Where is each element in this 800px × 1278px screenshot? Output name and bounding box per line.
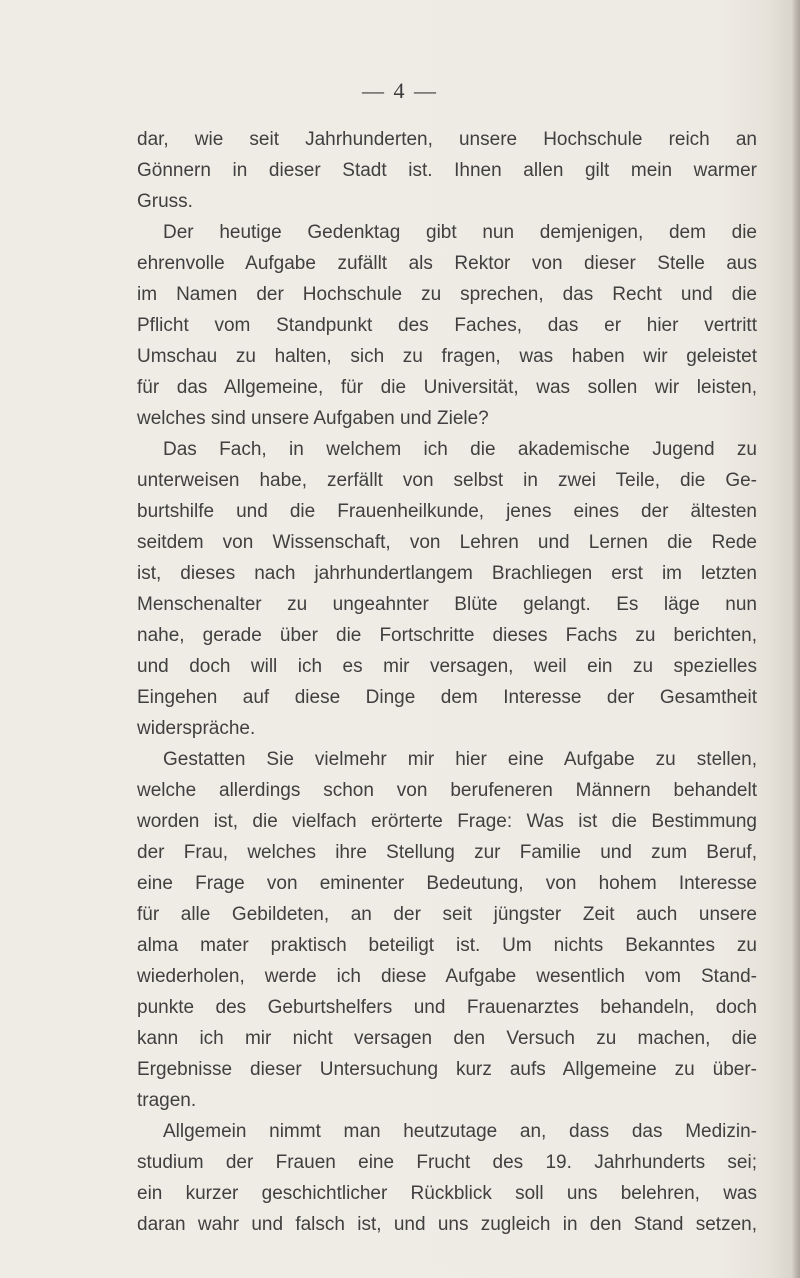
- text-line: Gestatten Sie vielmehr mir hier eine Aufgabe zu stellen,: [163, 749, 757, 770]
- text-line: kann ich mir nicht versagen den Versuch zu machen, die: [137, 1028, 757, 1049]
- text-line: Umschau zu halten, sich zu fragen, was haben wir geleistet: [137, 346, 757, 367]
- text-line: welche allerdings schon von berufeneren Männern behandelt: [137, 780, 757, 801]
- text-line: für das Allgemeine, für die Universität, was sollen wir leisten,: [137, 377, 757, 398]
- text-line: Das Fach, in welchem ich die akademische Jugend zu: [163, 439, 757, 460]
- text-line: für alle Gebildeten, an der seit jüngster Zeit auch unsere: [137, 904, 757, 925]
- text-line: punkte des Geburtshelfers und Frauenarztes behandeln, doch: [137, 997, 757, 1018]
- text-line: worden ist, die vielfach erörterte Frage: Was ist die Bestimmung: [137, 811, 757, 832]
- text-line: welches sind unsere Aufgaben und Ziele?: [137, 408, 489, 429]
- page-edge-shadow: [792, 0, 800, 1278]
- text-line: ein kurzer geschichtlicher Rückblick soll uns belehren, was: [137, 1183, 757, 1204]
- text-line: unterweisen habe, zerfällt von selbst in zwei Teile, die Ge-: [137, 470, 757, 491]
- text-line: Menschenalter zu ungeahnter Blüte gelangt. Es läge nun: [137, 594, 757, 615]
- text-line: und doch will ich es mir versagen, weil ein zu spezielles: [137, 656, 757, 677]
- text-line: ist, dieses nach jahrhundertlangem Brachliegen erst im letzten: [137, 563, 757, 584]
- text-line: daran wahr und falsch ist, und uns zugleich in den Stand setzen,: [137, 1214, 757, 1235]
- text-line: studium der Frauen eine Frucht des 19. Jahrhunderts sei;: [137, 1152, 757, 1173]
- text-line: alma mater praktisch beteiligt ist. Um nichts Bekanntes zu: [137, 935, 757, 956]
- text-line: Pflicht vom Standpunkt des Faches, das er hier vertritt: [137, 315, 757, 336]
- text-line: wiederholen, werde ich diese Aufgabe wesentlich vom Stand-: [137, 966, 757, 987]
- text-line: dar, wie seit Jahrhunderten, unsere Hochschule reich an: [137, 129, 757, 150]
- text-line: tragen.: [137, 1090, 197, 1111]
- page-number: — 4 —: [362, 78, 438, 103]
- text-line: Der heutige Gedenktag gibt nun demjenigen, dem die: [163, 222, 757, 243]
- text-line: Ergebnisse dieser Untersuchung kurz aufs Allgemeine zu über-: [137, 1059, 757, 1080]
- text-line: der Frau, welches ihre Stellung zur Familie und zum Beruf,: [137, 842, 757, 863]
- text-line: Gruss.: [137, 191, 193, 212]
- text-line: Allgemein nimmt man heutzutage an, dass das Medizin-: [163, 1121, 757, 1142]
- text-line: Gönnern in dieser Stadt ist. Ihnen allen gilt mein warmer: [137, 160, 757, 181]
- text-line: im Namen der Hochschule zu sprechen, das Recht und die: [137, 284, 757, 305]
- text-line: seitdem von Wissenschaft, von Lehren und Lernen die Rede: [137, 532, 757, 553]
- text-line: ehrenvolle Aufgabe zufällt als Rektor von dieser Stelle aus: [137, 253, 757, 274]
- text-line: Eingehen auf diese Dinge dem Interesse der Gesamtheit: [137, 687, 757, 708]
- text-line: eine Frage von eminenter Bedeutung, von hohem Interesse: [137, 873, 757, 894]
- text-line: nahe, gerade über die Fortschritte dieses Fachs zu berichten,: [137, 625, 757, 646]
- text-line: widerspräche.: [137, 718, 256, 739]
- text-line: burtshilfe und die Frauenheilkunde, jenes eines der ältesten: [137, 501, 757, 522]
- body-text: [137, 124, 757, 1240]
